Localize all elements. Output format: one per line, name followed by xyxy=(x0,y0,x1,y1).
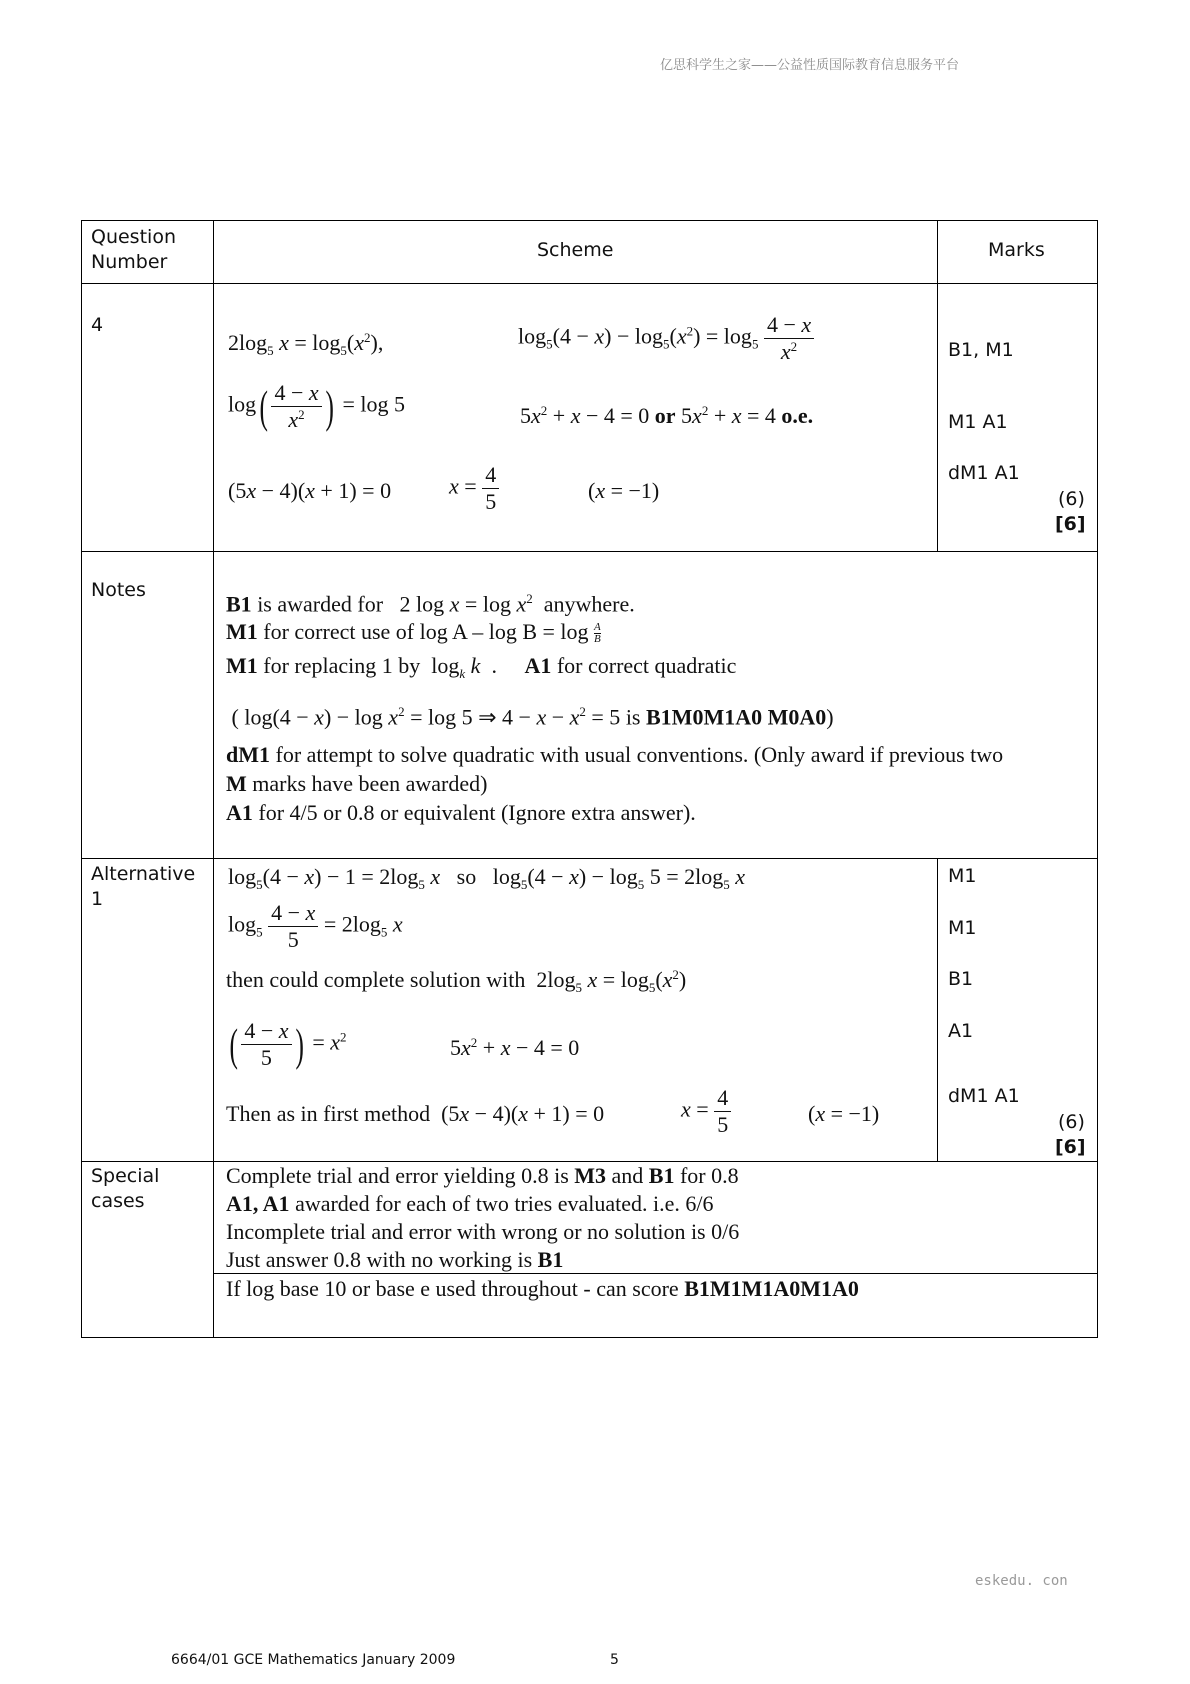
note-m1b-text2: for correct quadratic xyxy=(551,653,737,678)
marks-b1-m1: B1, M1 xyxy=(948,339,1014,361)
marks-subtotal: (6) xyxy=(1058,488,1085,510)
note-b1-tail: anywhere. xyxy=(543,591,635,617)
alt-equation-3: then could complete solution with $2\log_5$ $x = \log_5(x^2)$ xyxy=(226,967,687,995)
header-marks: Marks xyxy=(988,239,1045,261)
special-cases-label: Special cases xyxy=(91,1165,160,1212)
special-line-5-b: B1M1M1A0M1A0 xyxy=(684,1276,859,1301)
table-border-bottom xyxy=(81,1337,1097,1338)
special-line-2-b: awarded for each of two tries evaluated. i.e. 6/6 xyxy=(289,1191,714,1216)
note-m1a-strong: M1 xyxy=(226,619,258,644)
alt-mark-5: dM1 A1 xyxy=(948,1085,1020,1107)
alt-equation-2: $\log_5$ $\frac{4 - x}{5}$ = $2\log_5$ x xyxy=(228,900,403,952)
alt-equation-5: Then as in first method (5x − 4)(x + 1) = 0 xyxy=(226,1101,605,1126)
column-divider-marks-alt xyxy=(937,858,938,1162)
note-m1a-text: for correct use of log A – log B = log xyxy=(257,619,589,644)
table-border-top xyxy=(81,220,1097,221)
special-line-2-a: A1, A1 xyxy=(226,1191,290,1216)
alt-equation-rejected-root: (x = −1) xyxy=(808,1101,880,1126)
equation-log-equals-log5: log( $\frac{4 - x}{x^2}$ ) = log 5 xyxy=(228,380,405,432)
note-example-is: is xyxy=(625,704,646,730)
special-line-5 xyxy=(226,1275,1106,1303)
header-question-number: Question Number xyxy=(91,226,176,273)
row-divider-alternative xyxy=(81,858,1097,859)
alt-mark-3: B1 xyxy=(948,968,974,990)
equation-2log-x: $2\log_5$ $x = \log_5(x^2)$, xyxy=(228,330,384,358)
special-line-1-b: M3 xyxy=(574,1163,607,1188)
note-m1-log-rule: M1 for correct use of log A – log B = log $\frac{A}{B}$ xyxy=(226,619,601,646)
page-number: 5 xyxy=(610,1652,619,1668)
special-line-1-e: for 0.8 xyxy=(674,1163,739,1188)
special-line-1-d: B1 xyxy=(648,1163,675,1188)
special-line-1-a: Complete trial and error yielding 0.8 is xyxy=(226,1163,575,1188)
alternative-label: Alternative 1 xyxy=(91,863,196,910)
site-header: 亿思科学生之家——公益性质国际教育信息服务平台 xyxy=(660,58,960,73)
note-a1-strong: A1 xyxy=(226,800,253,825)
special-line-2 xyxy=(226,1190,1106,1218)
alt-equation-solution: x = $\frac{4}{5}$ xyxy=(681,1085,731,1138)
alt-equation-1: $\log_5(4 - x) - 1 = 2\log_5$ x so $\log_5(4 - x) - \log_5 5 = 2\log_5$ x xyxy=(228,864,745,892)
footer-text: 6664/01 GCE Mathematics January 2009 xyxy=(171,1652,456,1668)
note-dm1-text: for attempt to solve quadratic with usual conventions. (Only award if previous two xyxy=(270,742,1004,767)
column-divider-1 xyxy=(213,220,214,1338)
header-divider xyxy=(81,283,1097,284)
note-dm1-strong: dM1 xyxy=(226,742,270,767)
note-m1-replace: M1 for replacing 1 by $\log_k k$ . A1 for correct quadratic xyxy=(226,653,737,681)
equation-rejected-root: (x = −1) xyxy=(588,478,660,503)
table-border-left xyxy=(81,220,82,1338)
special-line-3: Incomplete trial and error with wrong or no solution is 0/6 xyxy=(226,1219,740,1244)
column-divider-marks-top xyxy=(937,220,938,552)
special-line-1 xyxy=(226,1162,1106,1190)
special-line-1-c: and xyxy=(606,1163,649,1188)
special-line-4 xyxy=(226,1246,1106,1274)
note-example-result: B1M0M1A0 M0A0 xyxy=(646,704,827,730)
note-m1b-strong2: A1 xyxy=(524,653,552,678)
equation-solution: x = $\frac{4}{5}$ xyxy=(449,462,499,515)
note-dm1 xyxy=(226,740,1106,798)
note-a1-text: for 4/5 or 0.8 or equivalent (Ignore extra answer). xyxy=(252,800,696,825)
alt-then-text: Then as in first method xyxy=(226,1101,431,1126)
watermark: eskedu. con xyxy=(975,1573,1068,1589)
alt-equation-quadratic: $5x^2 + x - 4 = 0$ xyxy=(450,1035,580,1060)
equation-log-difference: $\log_5(4 - x) - \log_5(x^2) = \log_5$ $\frac{4 - x}{x^2}$ xyxy=(518,312,814,365)
equation-quadratic: $5x^2 + x - 4 = 0$ or $5x^2 + x = 4$ o.e. xyxy=(520,403,814,428)
header-scheme: Scheme xyxy=(537,239,614,261)
equation-factorised: (5x − 4)(x + 1) = 0 xyxy=(228,478,392,503)
special-line-5-a: If log base 10 or base e used throughout - can score xyxy=(226,1276,685,1301)
note-b1-text: is awarded for xyxy=(251,591,384,617)
marks-dm1-a1: dM1 A1 xyxy=(948,462,1020,484)
special-line-4-a: Just answer 0.8 with no working is xyxy=(226,1247,538,1272)
alt-equation-4: ( $\frac{4 - x}{5}$ ) = $x^2$ xyxy=(229,1018,347,1070)
alt-marks-total: [6] xyxy=(1055,1136,1086,1158)
alt-complete-text: then could complete solution with xyxy=(226,967,526,992)
note-m1b-strong: M1 xyxy=(226,653,258,678)
marks-m1-a1: M1 A1 xyxy=(948,411,1008,433)
alt-marks-subtotal: (6) xyxy=(1058,1111,1085,1133)
note-dm1-strong2: M xyxy=(226,771,247,796)
note-dm1-text2: marks have been awarded) xyxy=(246,771,488,796)
note-b1: B1 is awarded for 2 $\log x = \log x^2$ anywhere. xyxy=(226,591,635,617)
note-a1 xyxy=(226,798,1106,827)
note-example: ( $\log(4 - x) - \log x^2 = \log 5$ ⇒ $4 - x - x^2 = 5$ is B1M0M1A0 M0A0) xyxy=(226,704,834,730)
marks-total: [6] xyxy=(1055,513,1086,535)
question-number: 4 xyxy=(91,314,104,336)
notes-label: Notes xyxy=(91,579,146,601)
alt-mark-4: A1 xyxy=(948,1020,974,1042)
alt-mark-1: M1 xyxy=(948,865,977,887)
note-m1b-text: for replacing 1 by xyxy=(257,653,421,678)
special-line-4-b: B1 xyxy=(537,1247,564,1272)
note-b1-strong: B1 xyxy=(226,591,252,617)
alt-mark-2: M1 xyxy=(948,917,977,939)
row-divider-notes xyxy=(81,551,1097,552)
alt-so-text: so xyxy=(456,864,477,889)
